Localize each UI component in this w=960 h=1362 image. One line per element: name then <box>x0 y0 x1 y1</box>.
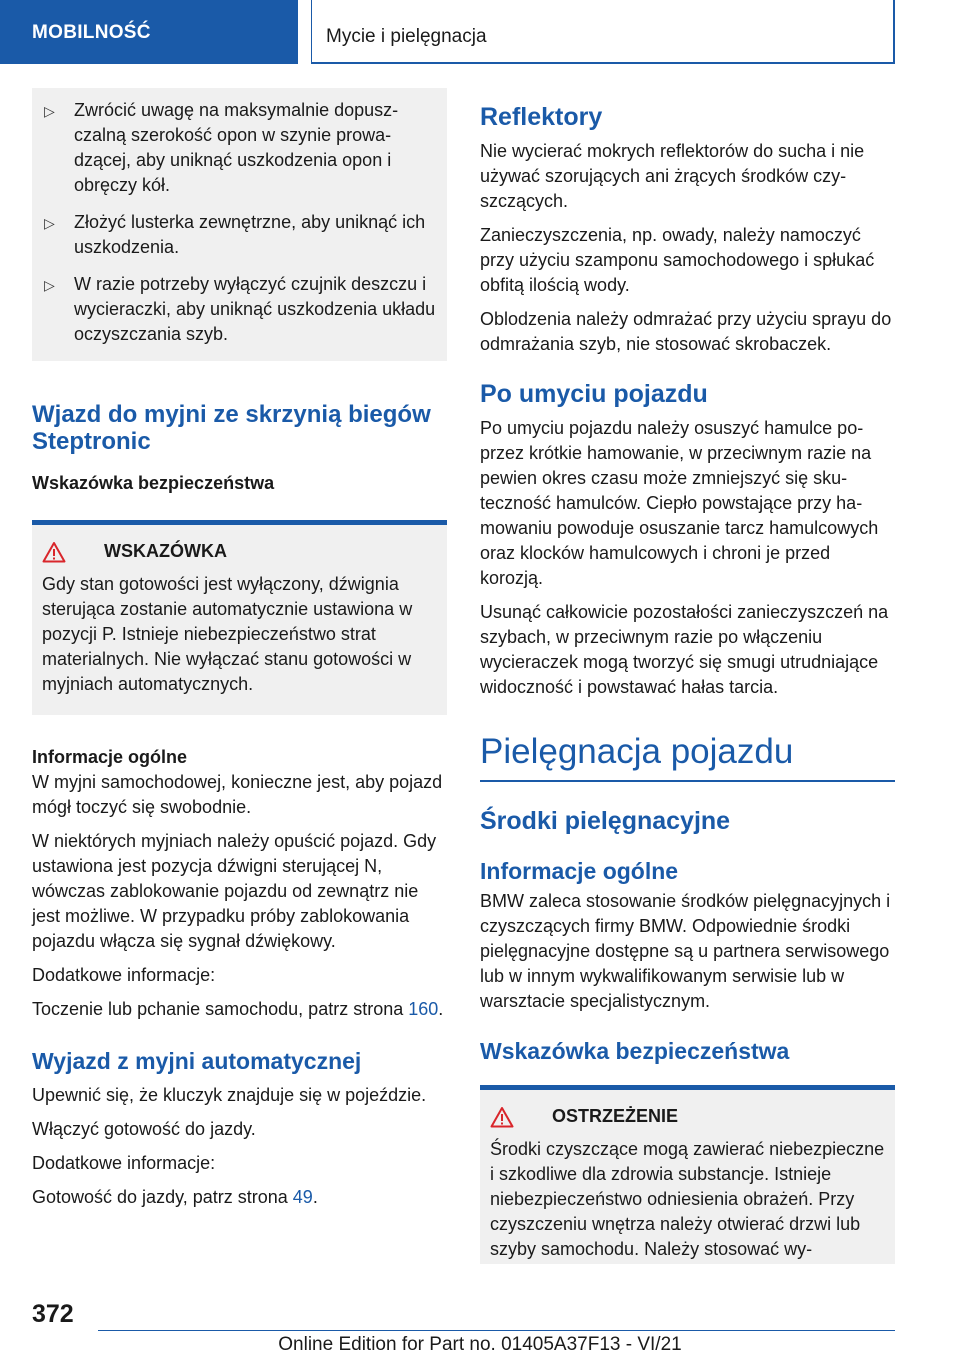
paragraph: BMW zaleca stosowanie środków pielęgnacyjnych i czyszczących firmy BMW. Odpowiednie środki pielęgnacyjne dostępne są u partnera serwisowego lub w innym wykwalifikowanym serwisie lub w warsztacie specjalistycznym. <box>480 891 891 1011</box>
paragraph: W niektórych myjniach należy opuścić pojazd. Gdy ustawiona jest pozycja dźwigni sterującej N, wówczas zablokowanie pojazdu od zewnątrz nie jest możliwe. W przypadku próby zablokowania pojazdu włącza się sygnał dźwiękowy. <box>32 831 437 951</box>
warning-triangle-icon <box>42 541 66 563</box>
paragraph: Po umyciu pojazdu należy osuszyć hamulce poprzez krótkie hamowanie, w przeciwnym razie na pewien okres czasu może zmniejszyć się skuteczność hamulców. Ciepło powstające przy hamowaniu powoduje osuszanie tarcz hamulcowych oraz klocków hamulcowych i chroni je przed korozją. <box>480 418 879 588</box>
paragraph: Dodatkowe informacje: <box>32 1153 216 1173</box>
triangle-right-icon: ▷ <box>44 277 55 293</box>
right-column <box>480 104 895 1264</box>
left-column <box>32 88 447 1219</box>
care-heading: Pielęgnacja pojazdu <box>480 730 895 782</box>
list-item: ▷ Zwrócić uwagę na maksymalnie dopuszczalną szerokość opon w szynie prowadzącej, aby uniknąć uszkodzenia opon i obręczy kół. <box>44 98 437 198</box>
section-tab: MOBILNOŚĆ <box>0 0 298 64</box>
triangle-right-icon: ▷ <box>44 103 55 119</box>
care-safety-heading: Wskazówka bezpieczeństwa <box>480 1038 790 1064</box>
paragraph: Oblodzenia należy odmrażać przy użyciu sprayu do odmrażania szyb, nie stosować skrobaczek. <box>480 309 892 354</box>
chapter-tab: Mycie i pielęgnacja <box>311 0 895 64</box>
page-number: 372 <box>32 1300 74 1328</box>
paragraph: Dodatkowe informacje: <box>32 965 216 985</box>
note-text: Gdy stan gotowości jest wyłączony, dźwignia sterująca zostanie automatycznie ustawiona w pozycji P. Istnieje niebezpieczeństwo strat materialnych. Nie wyłączać stanu gotowości w myjniach automatycznych. <box>42 574 413 694</box>
paragraph: W myjni samochodowej, konieczne jest, aby pojazd mógł toczyć się swobodnie. <box>32 772 443 817</box>
warning-triangle-icon <box>490 1106 514 1128</box>
preparation-bullets <box>32 88 447 361</box>
paragraph: Nie wycierać mokrych reflektorów do sucha i nie używać szorujących ani żrących środków czyszczących. <box>480 141 865 211</box>
reflectors-heading: Reflektory <box>480 103 603 131</box>
triangle-right-icon: ▷ <box>44 215 55 231</box>
page-link-160[interactable]: 160 <box>408 999 439 1019</box>
paragraph: Gotowość do jazdy, patrz strona 49. <box>32 1187 318 1207</box>
steptronic-heading: Wjazd do myjni ze skrzynią biegów Steptronic <box>32 401 431 455</box>
note-title: WSKAZÓWKA <box>104 541 227 561</box>
edition-footer: Online Edition for Part no. 01405A37F13 - VI/21 <box>278 1334 682 1355</box>
page-link-49[interactable]: 49 <box>292 1187 313 1207</box>
warning-title: OSTRZEŻENIE <box>552 1106 679 1126</box>
paragraph: Toczenie lub pchanie samochodu, patrz strona 160. <box>32 999 444 1019</box>
warning-text: Środki czyszczące mogą zawierać niebezpieczne i szkodliwe dla zdrowia substancje. Istnieje niebezpieczeństwo odniesienia obrażeń. Przy czyszczeniu wnętrza należy otwierać drzwi lub szyby samochodu. Należy stosować wy- <box>490 1139 885 1259</box>
safety-heading: Wskazówka bezpieczeństwa <box>32 473 275 493</box>
care-general-heading: Informacje ogólne <box>480 858 679 884</box>
footer-divider <box>98 1330 895 1331</box>
care-agents-heading: Środki pielęgnacyjne <box>480 807 731 835</box>
after-wash-heading: Po umyciu pojazdu <box>480 380 708 408</box>
note-box <box>32 520 447 715</box>
paragraph: Włączyć gotowość do jazdy. <box>32 1119 256 1139</box>
list-item: ▷ W razie potrzeby wyłączyć czujnik deszczu i wycieraczki, aby uniknąć uszkodzenia układu oczyszczania szyb. <box>44 272 437 347</box>
list-item: ▷ Złożyć lusterka zewnętrzne, aby uniknąć ich uszkodzenia. <box>44 210 437 260</box>
paragraph: Usunąć całkowicie pozostałości zanieczyszczeń na szybach, w przeciwnym razie po włączeniu wycieraczek mogą tworzyć się smugi utrudniające widoczność i powstawać hałas tarcia. <box>480 602 889 697</box>
exit-heading: Wyjazd z myjni automatycznej <box>32 1048 362 1074</box>
warning-box <box>480 1085 895 1264</box>
paragraph: Zanieczyszczenia, np. owady, należy namoczyć przy użyciu szamponu samochodowego i spłukać obfitą ilością wody. <box>480 225 875 295</box>
paragraph: Upewnić się, że kluczyk znajduje się w pojeździe. <box>32 1085 427 1105</box>
general-heading: Informacje ogólne <box>32 747 188 767</box>
